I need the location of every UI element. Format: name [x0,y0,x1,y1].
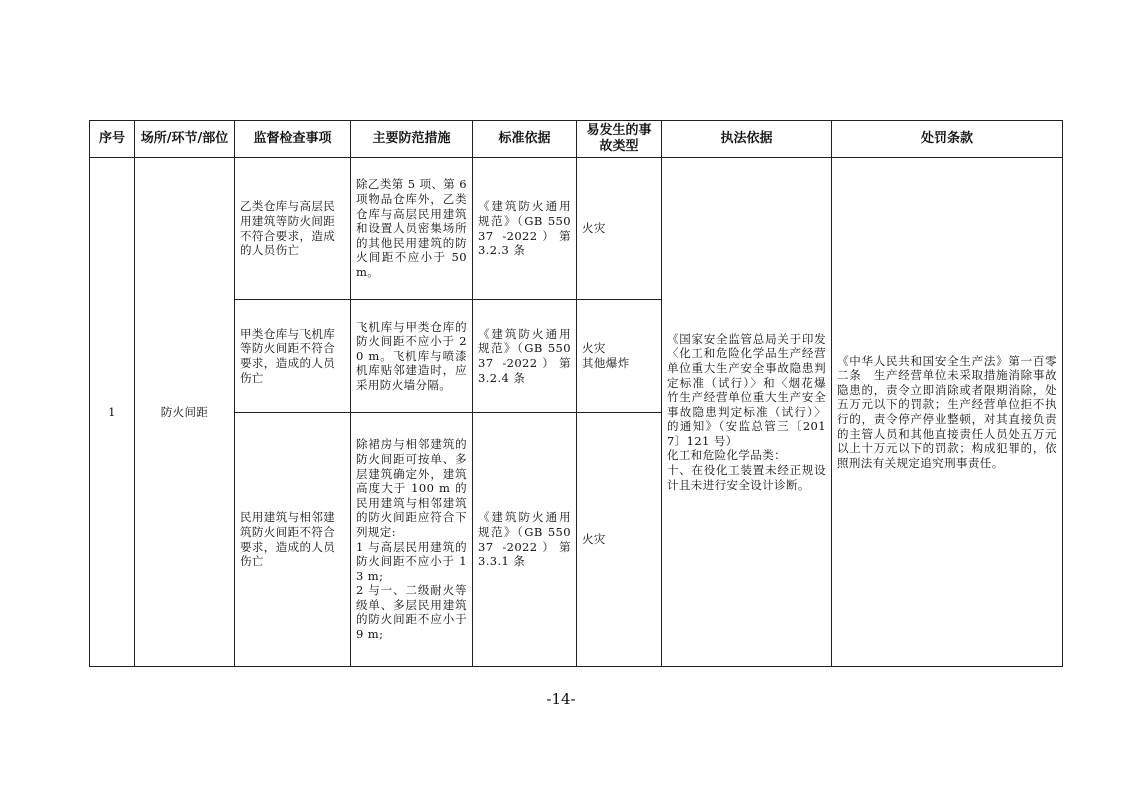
table-header-row [90,121,1063,158]
header-standard: 标准依据 [473,121,577,158]
page-number: -14- [546,690,576,708]
hazard-inspection-table [89,120,1063,667]
cell-penalty: 《中华人民共和国安全生产法》第一百零二条 生产经营单位未采取措施消除事故隐患的，责令立即消除或者限期消除，处五万元以下的罚款；生产经营单位拒不执行的，责令停产停业整顿，对其直接负责的主管人员和其他直接责任人员处五万元以上十万元以下的罚款；构成犯罪的，依照刑法有关规定追究刑事责任。 [832,158,1063,667]
header-measures: 主要防范措施 [351,121,473,158]
cell-check-item: 甲类仓库与飞机库等防火间距不符合要求，造成的人员伤亡 [235,300,351,413]
cell-accident-type: 火灾 [577,158,662,300]
header-seq: 序号 [90,121,135,158]
cell-check-item: 民用建筑与相邻建筑防火间距不符合要求，造成的人员伤亡 [235,413,351,667]
header-place: 场所/环节/部位 [135,121,235,158]
cell-check-item: 乙类仓库与高层民用建筑等防火间距不符合要求，造成的人员伤亡 [235,158,351,300]
header-penalty: 处罚条款 [832,121,1063,158]
header-law-basis: 执法依据 [662,121,832,158]
cell-standard: 《建筑防火通用规范》（GB 55037 -2022）第 3.2.3 条 [473,158,577,300]
cell-measures: 除乙类第 5 项、第 6 项物品仓库外，乙类仓库与高层民用建筑和设置人员密集场所的其他民用建筑的防火间距不应小于 50 m。 [351,158,473,300]
cell-law-basis: 《国家安全监管总局关于印发〈化工和危险化学品生产经营单位重大生产安全事故隐患判定标准（试行）〉和〈烟花爆竹生产经营单位重大生产安全事故隐患判定标准（试行）〉的通知》（安监总管三〔2017〕121 号） 化工和危险化学品类： 十、在役化工装置未经正规设计且未进行安全设计诊断。 [662,158,832,667]
cell-standard: 《建筑防火通用规范》（GB 55037 -2022）第 3.3.1 条 [473,413,577,667]
cell-accident-type: 火灾 其他爆炸 [577,300,662,413]
cell-measures: 除裙房与相邻建筑的防火间距可按单、多层建筑确定外，建筑高度大于 100 m 的民用建筑与相邻建筑的防火间距应符合下列规定: 1 与高层民用建筑的防火间距不应小于 13 m; 2 与一、二级耐火等级单、多层民用建筑的防火间距不应小于 9 m; [351,413,473,667]
cell-measures: 飞机库与甲类仓库的防火间距不应小于 20 m。飞机库与喷漆机库贴邻建造时，应采用防火墙分隔。 [351,300,473,413]
header-accident-type: 易发生的事故类型 [577,121,662,158]
table-row [90,158,1063,300]
cell-seq: 1 [90,158,135,667]
header-check-item: 监督检查事项 [235,121,351,158]
cell-place: 防火间距 [135,158,235,667]
cell-standard: 《建筑防火通用规范》（GB 55037 -2022）第 3.2.4 条 [473,300,577,413]
cell-accident-type: 火灾 [577,413,662,667]
